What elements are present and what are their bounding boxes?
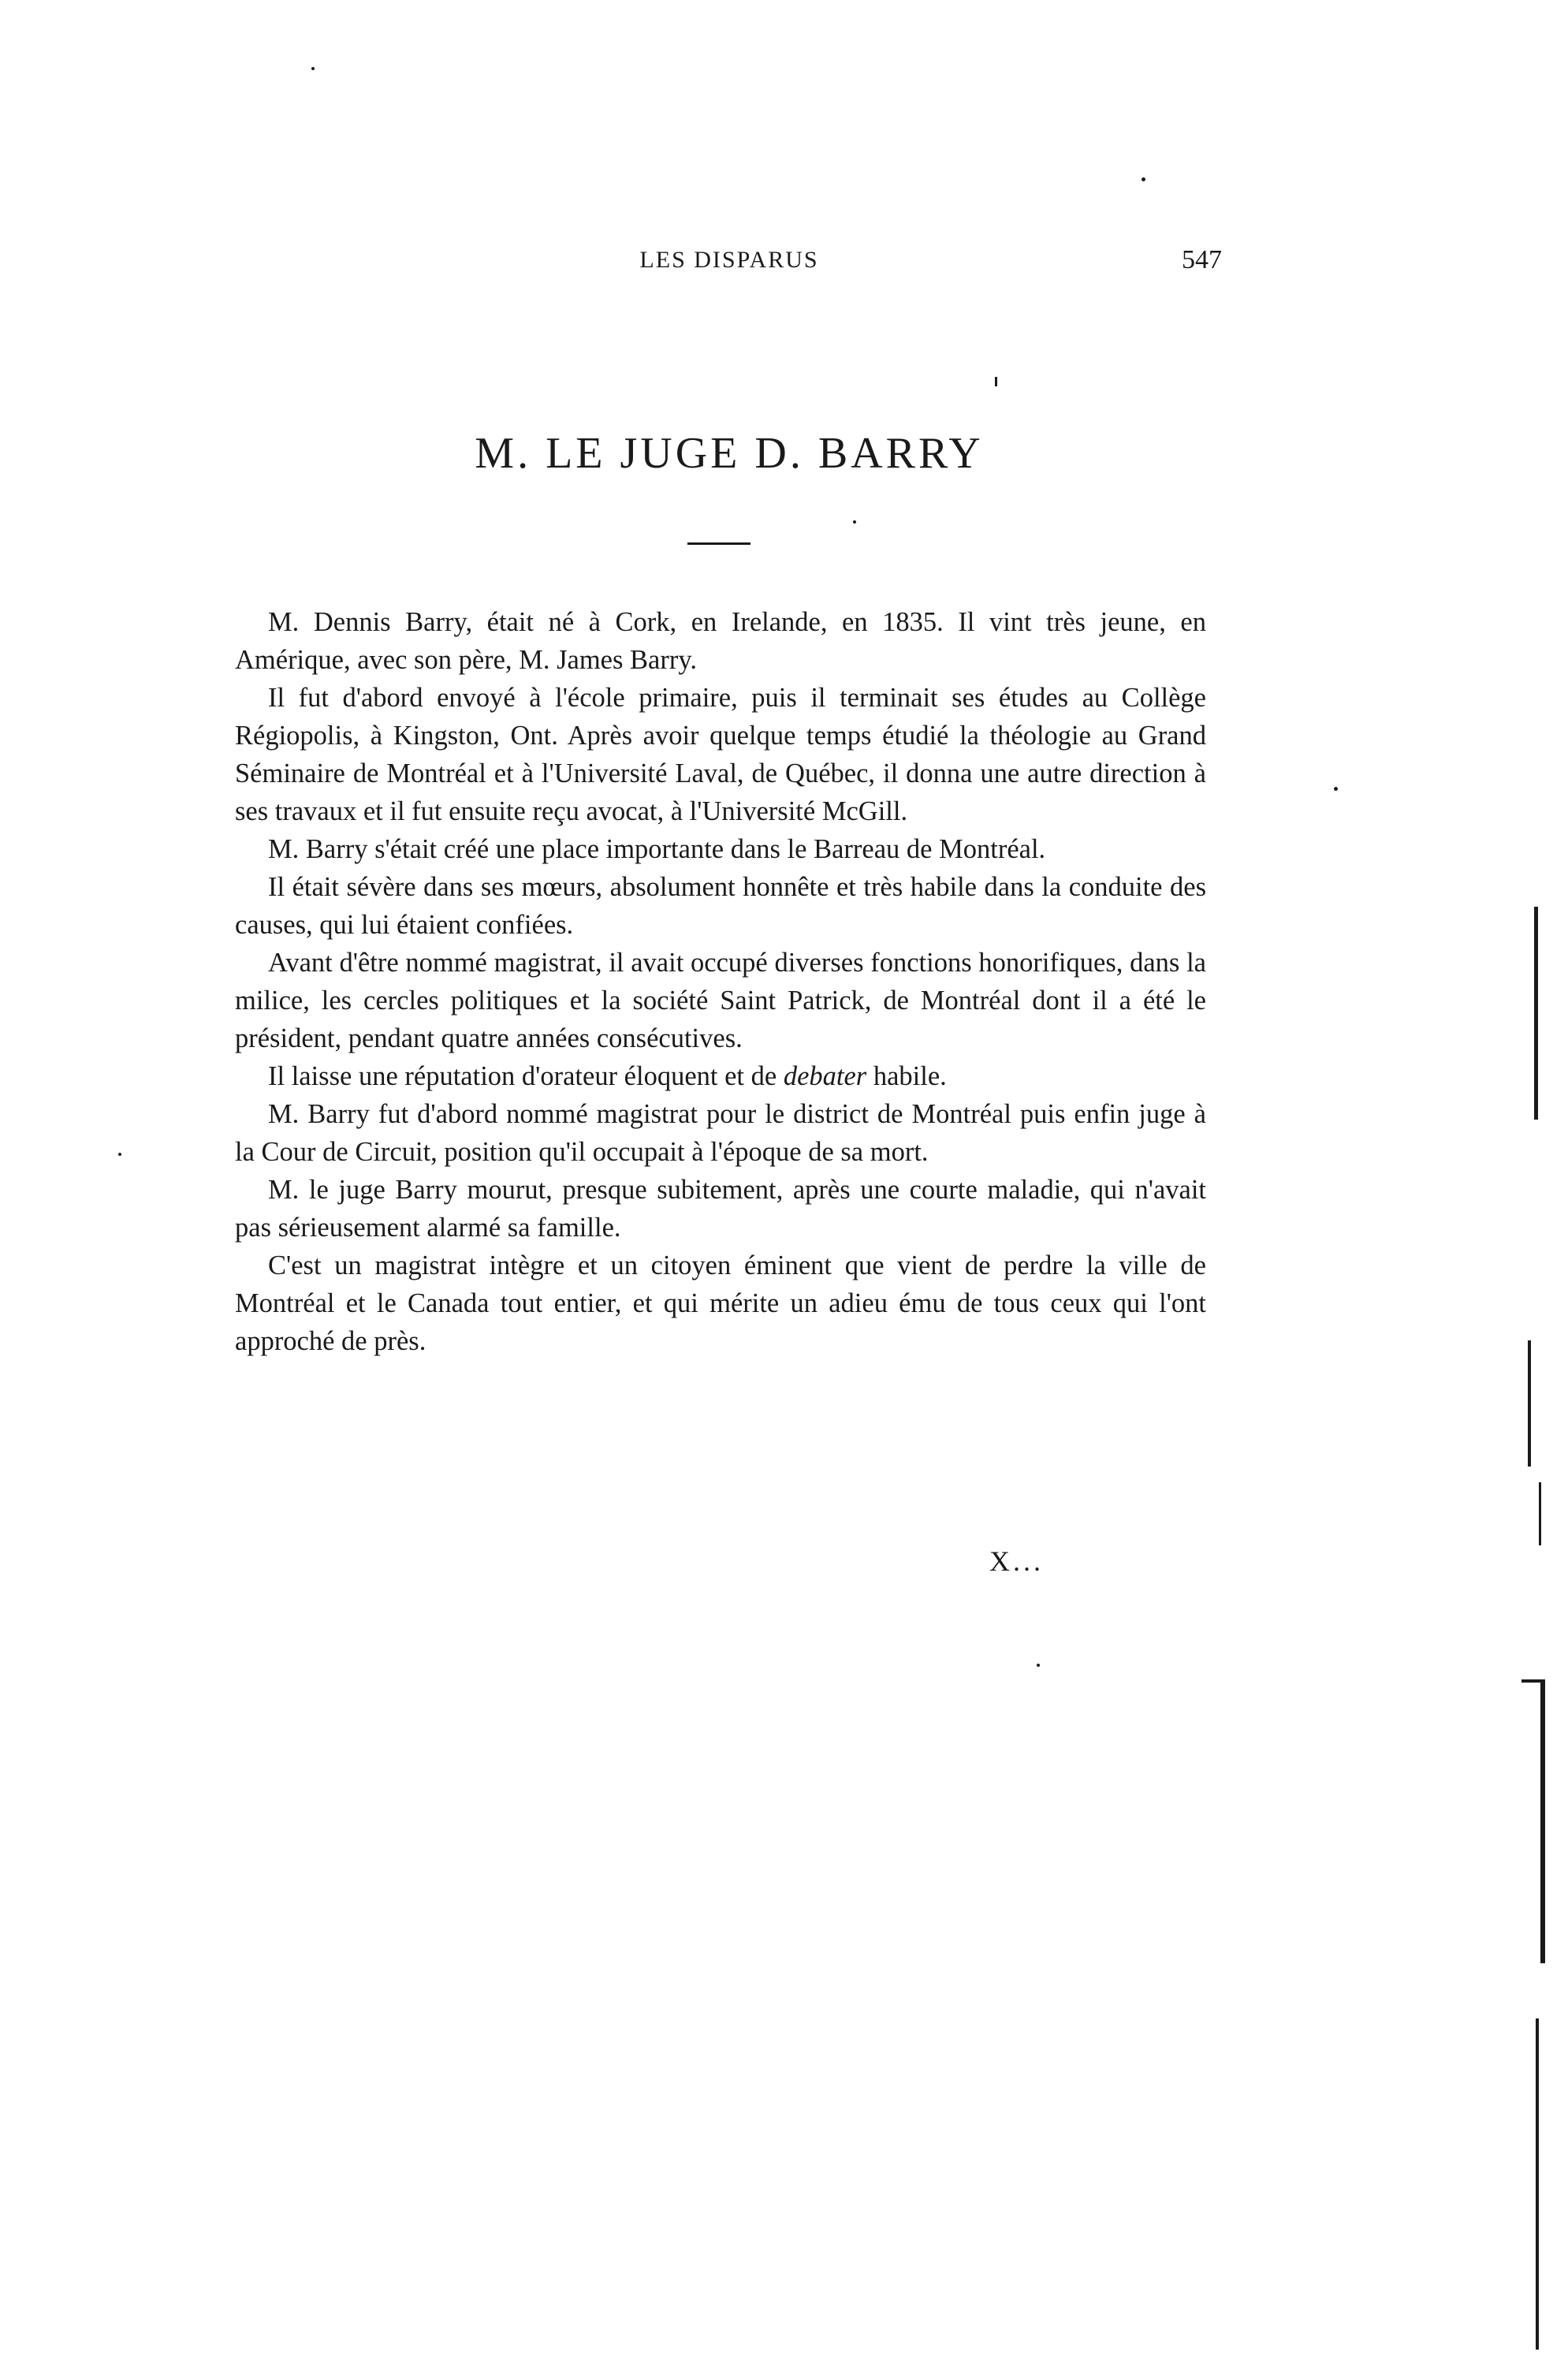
running-header	[237, 240, 1222, 280]
paragraph: Avant d'être nommé magistrat, il avait occupé diverses fonctions honorifiques, dans la milice, les cercles politiques et la société Saint Patrick, de Montréal dont il a été le président, pendant quatre années consécutives.	[235, 948, 1206, 1053]
scan-speck	[1142, 177, 1145, 181]
paragraph: M. le juge Barry mourut, presque subitement, après une courte maladie, qui n'avait pas sérieusement alarmé sa famille.	[235, 1175, 1206, 1243]
title-rule	[687, 542, 750, 545]
scan-speck	[1037, 1664, 1040, 1667]
signature: X...	[989, 1545, 1044, 1577]
paragraph: M. Dennis Barry, était né à Cork, en Irelande, en 1835. Il vint très jeune, en Amérique, avec son père, M. James Barry.	[235, 607, 1206, 675]
reputation-italic-term: debater	[783, 1061, 867, 1091]
scan-speck	[995, 377, 997, 386]
paragraph-reputation	[235, 1057, 1206, 1095]
scan-edge-mark	[1528, 1340, 1531, 1467]
paragraph: M. Barry fut d'abord nommé magistrat pour le district de Montréal puis enfin juge à la Cour de Circuit, position qu'il occupait à l'époque de sa mort.	[235, 1099, 1206, 1167]
scan-edge-mark	[1539, 1482, 1541, 1545]
article-body	[235, 603, 1206, 1360]
scan-speck	[1334, 787, 1338, 791]
paragraph: C'est un magistrat intègre et un citoyen éminent que vient de perdre la ville de Montréal et le Canada tout entier, et qui mérite un adieu ému de tous ceux qui l'ont approché de près.	[235, 1250, 1206, 1356]
scan-edge-mark	[1540, 1679, 1545, 1963]
scan-edge-mark	[1534, 907, 1538, 1120]
scan-speck	[853, 520, 856, 524]
page-number: 547	[1182, 245, 1222, 274]
scan-speck	[311, 67, 315, 70]
running-title: LES DISPARUS	[639, 247, 819, 273]
paragraph: Il était sévère dans ses mœurs, absolument honnête et très habile dans la conduite des causes, qui lui étaient confiées.	[235, 872, 1206, 940]
reputation-text-end: habile.	[866, 1061, 947, 1091]
paragraph: M. Barry s'était créé une place importante dans le Barreau de Montréal.	[268, 834, 1046, 864]
reputation-text-start: Il laisse une réputation d'orateur éloquent et de	[268, 1061, 784, 1091]
scan-edge-mark	[1536, 2018, 1539, 2350]
scan-speck	[118, 1153, 121, 1156]
article-title: M. LE JUGE D. BARRY	[475, 429, 984, 478]
paragraph: Il fut d'abord envoyé à l'école primaire, puis il terminait ses études au Collège Régiopolis, à Kingston, Ont. Après avoir quelque temps étudié la théologie au Grand Séminaire de Montréal et à l'Université Laval, de Québec, il donna une autre direction à ses travaux et il fut ensuite reçu avocat, à l'Université McGill.	[235, 683, 1206, 826]
